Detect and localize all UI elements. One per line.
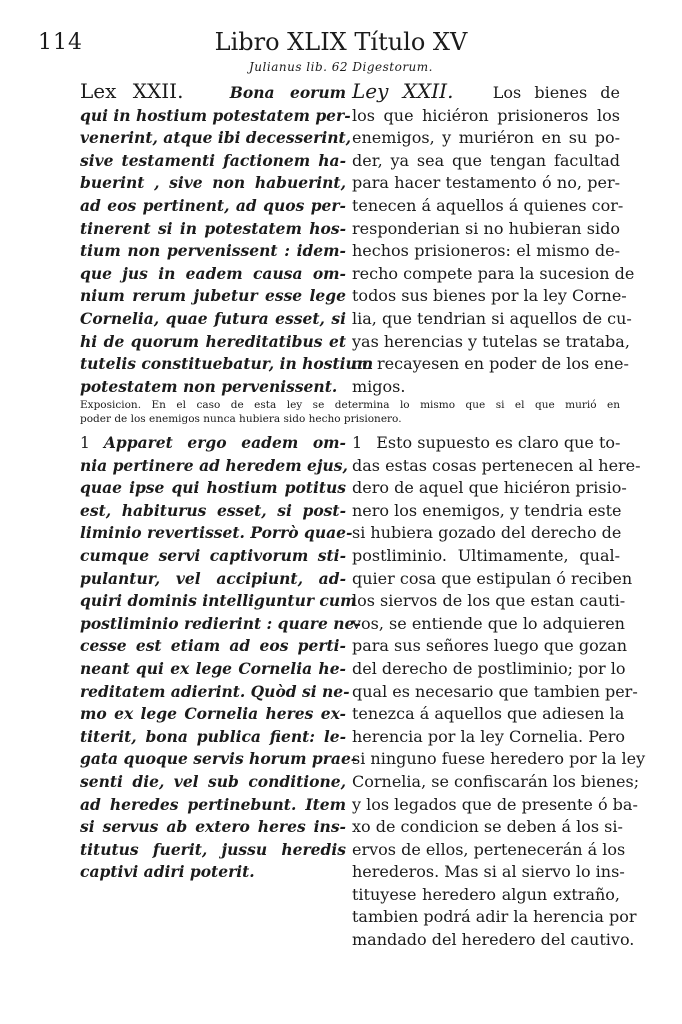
note-line: Exposicion. En el caso de esta ley se determina lo mismo que si el que murió en	[80, 399, 620, 411]
text-line: ad eos pertinent, ad quos per-	[80, 195, 346, 215]
text-line: xo de condicion se deben á los si-	[352, 817, 623, 837]
text-line: yas herencias y tutelas se trataba,	[352, 331, 630, 351]
text-line: reditatem adierint. Quòd si ne-	[80, 681, 350, 701]
ley-label: Ley XXII.	[352, 79, 454, 103]
lex-label: Lex XXII.	[80, 79, 184, 103]
text-line: nium rerum jubetur esse lege	[80, 286, 346, 306]
text-line: migos.	[352, 376, 406, 396]
text-line: qual es necesario que tambien per-	[352, 681, 638, 701]
text-line: hechos prisioneros: el mismo de-	[352, 241, 620, 261]
text-line: der, ya sea que tengan facultad	[352, 150, 620, 170]
text-line: cesse est etiam ad eos perti-	[80, 636, 346, 656]
text-line: mo ex lege Cornelia heres ex-	[80, 704, 346, 724]
text-line: titutus fuerit, jussu heredis	[80, 839, 346, 859]
text-line: 1 Esto supuesto es claro que to-	[352, 433, 621, 452]
text-line: Ley XXII. Los bienes de	[352, 79, 620, 103]
text-line: enemigos, y muriéron en su po-	[352, 128, 620, 148]
text-line: mandado del heredero del cautivo.	[352, 930, 635, 950]
text-line: gata quoque servis horum prae-	[80, 749, 358, 769]
note-line: poder de los enemigos nunca hubiera sido hecho prisionero.	[80, 413, 402, 425]
text-line: los que hiciéron prisioneros los	[352, 105, 620, 125]
text-line: est, habiturus esset, si post-	[80, 500, 346, 520]
text-line: tium non pervenissent : idem-	[80, 241, 346, 261]
ley-spanish-column	[352, 79, 635, 398]
text-line: herederos. Mas si al siervo lo ins-	[352, 862, 625, 882]
text-line: ad heredes pertinebunt. Item	[80, 794, 346, 814]
text-line: quiri dominis intelliguntur cum	[80, 591, 357, 611]
text-line: postliminio redierint : quare ne-	[80, 613, 361, 633]
text-line: quae ipse qui hostium potitus	[80, 478, 346, 498]
text-line: tutelis constituebatur, in hostium	[80, 354, 374, 374]
text-line: si ninguno fuese heredero por la ley	[352, 749, 646, 769]
text-line: das estas cosas pertenecen al here-	[352, 455, 641, 475]
text-line: nero los enemigos, y tendria este	[352, 500, 622, 520]
section-number: 1	[352, 433, 363, 452]
text-line: tenezca á aquellos que adiesen la	[352, 704, 625, 724]
page-title: Libro XLIX Título XV	[214, 28, 468, 56]
text-line: tambien podrá adir la herencia por	[352, 907, 637, 927]
text-line: si hubiera gozado del derecho de	[352, 523, 622, 543]
text-line: Cornelia, quae futura esset, si	[80, 308, 346, 328]
text-line: titerit, bona publica fient: le-	[80, 726, 346, 746]
text-line: qui in hostium potestatem per-	[80, 105, 351, 125]
text-line: 1 Apparet ergo eadem om-	[80, 433, 346, 452]
text-line: herencia por la ley Cornelia. Pero	[352, 726, 625, 746]
text-line: postliminio. Ultimamente, qual-	[352, 545, 620, 565]
section1-spanish-column	[352, 432, 646, 952]
page-number: 114	[38, 30, 83, 55]
text-line: y los legados que de presente ó ba-	[352, 794, 638, 814]
text-line: si servus ab extero heres ins-	[80, 817, 346, 837]
text-line: venerint, atque ibi decesserint,	[80, 128, 352, 148]
text-line: que jus in eadem causa om-	[80, 263, 346, 283]
text-line: Lex XXII. Bona eorum	[80, 79, 346, 103]
text-line: quier cosa que estipulan ó reciben	[352, 568, 633, 588]
section1-latin-column	[80, 432, 361, 884]
text-line: buerint , sive non habuerint,	[80, 173, 346, 193]
text-line: del derecho de postliminio; por lo	[352, 658, 626, 678]
text-line: liminio revertisset. Porrò quae-	[80, 523, 353, 543]
text-line: nia pertinere ad heredem ejus,	[80, 455, 348, 475]
text-line: cumque servi captivorum sti-	[80, 545, 346, 565]
text-line: hi de quorum hereditatibus et	[80, 331, 346, 351]
text-line: los siervos de los que estan cauti-	[352, 591, 626, 611]
text-line: responderian si no hubieran sido	[352, 218, 620, 238]
text-line: tinerent si in potestatem hos-	[80, 218, 346, 238]
text-line: lia, que tendrian si aquellos de cu-	[352, 308, 632, 328]
text-line: no recayesen en poder de los ene-	[352, 354, 629, 374]
text-line: para sus señores luego que gozan	[352, 636, 627, 656]
text-line: vos, se entiende que lo adquieren	[352, 613, 625, 633]
text-line: todos sus bienes por la ley Corne-	[352, 286, 627, 306]
text-line: tenecen á aquellos á quienes cor-	[352, 195, 624, 215]
text-line: senti die, vel sub conditione,	[80, 771, 346, 791]
exposicion-note	[80, 398, 620, 426]
text-line: dero de aquel que hiciéron prisio-	[352, 478, 627, 498]
section-number: 1	[80, 434, 90, 452]
text-line: ervos de ellos, pertenecerán á los	[352, 839, 626, 859]
text-line: tituyese heredero algun extraño,	[352, 884, 620, 904]
text-line: pulantur, vel accipiunt, ad-	[80, 568, 346, 588]
text-line: sive testamenti factionem ha-	[80, 150, 346, 170]
text-line: potestatem non pervenissent.	[80, 376, 338, 396]
text-line: Cornelia, se confiscarán los bienes;	[352, 771, 640, 791]
text-line: para hacer testamento ó no, per-	[352, 173, 620, 193]
source-citation: Julianus lib. 62 Digestorum.	[249, 60, 433, 74]
text-line: captivi adiri poterit.	[80, 862, 255, 882]
lex-latin-column	[80, 79, 374, 398]
text-line: neant qui ex lege Cornelia he-	[80, 658, 346, 678]
text-line: recho compete para la sucesion de	[352, 263, 635, 283]
